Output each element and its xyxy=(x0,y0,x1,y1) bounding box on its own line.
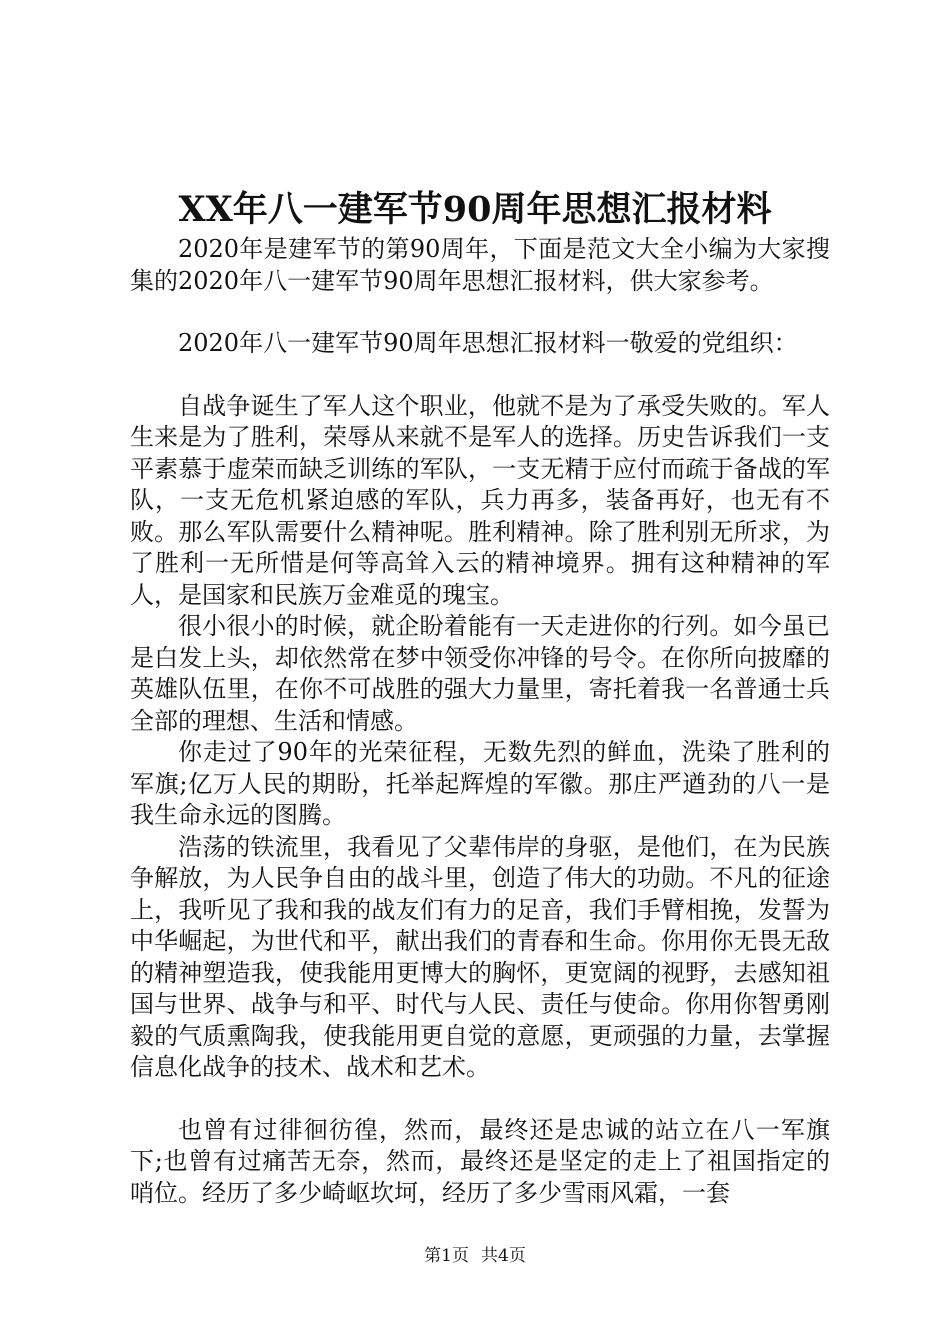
page-number: 第1页 xyxy=(424,1246,469,1266)
section-heading: 2020年八一建军节90周年思想汇报材料一敬爱的党组织： xyxy=(178,329,798,357)
body-paragraph: 浩荡的铁流里，我看见了父辈伟岸的身驱，是他们，在为民族争解放，为人民争自由的战斗里，创造了伟大的功勋。不凡的征途上，我听见了我和我的战友们有力的足音，我们手臂相挽，发誓为中华崛起，为世代和平，献出我们的青春和生命。你用你无畏无敌的精神塑造我，使我能用更博大的胸怀，更宽阔的视野，去感知祖国与世界、战争与和平、时代与人民、责任与使命。你用你智勇刚毅的气质熏陶我，使我能用更自觉的意愿，更顽强的力量，去掌握信息化战争的技术、战术和艺术。 xyxy=(130,832,830,1081)
body-paragraph: 你走过了90年的光荣征程，无数先烈的鲜血，洗染了胜利的军旗;亿万人民的期盼，托举起辉煌的军徽。那庄严遒劲的八一是我生命永远的图腾。 xyxy=(130,738,830,829)
document-title: XX年八一建军节90周年思想汇报材料 xyxy=(178,189,772,230)
page-footer xyxy=(0,1244,950,1268)
body-paragraph: 很小很小的时候，就企盼着能有一天走进你的行列。如今虽已是白发上头，却依然常在梦中领受你冲锋的号令。在你所向披靡的英雄队伍里，在你不可战胜的强大力量里，寄托着我一名普通士兵全部的理想、生活和情感。 xyxy=(130,612,830,735)
document-body xyxy=(130,234,830,1209)
body-paragraph: 也曾有过徘徊彷徨，然而，最终还是忠诚的站立在八一军旗下;也曾有过痛苦无奈，然而，最终还是坚定的走上了祖国指定的哨位。经历了多少崎岖坎坷，经历了多少雪雨风霜，一套 xyxy=(130,1115,830,1207)
page-total: 共4页 xyxy=(481,1246,526,1266)
body-paragraph: 自战争诞生了军人这个职业，他就不是为了承受失败的。军人生来是为了胜利，荣辱从来就不是军人的选择。历史告诉我们一支平素慕于虚荣而缺乏训练的军队，一支无精于应付而疏于备战的军队，一支无危机紧迫感的军队，兵力再多，装备再好，也无有不败。那么军队需要什么精神呢。胜利精神。除了胜利别无所求，为了胜利一无所惜是何等高耸入云的精神境界。拥有这种精神的军人，是国家和民族万金难觅的瑰宝。 xyxy=(130,391,830,609)
intro-paragraph: 2020年是建军节的第90周年，下面是范文大全小编为大家搜集的2020年八一建军节90周年思想汇报材料，供大家参考。 xyxy=(130,235,830,295)
